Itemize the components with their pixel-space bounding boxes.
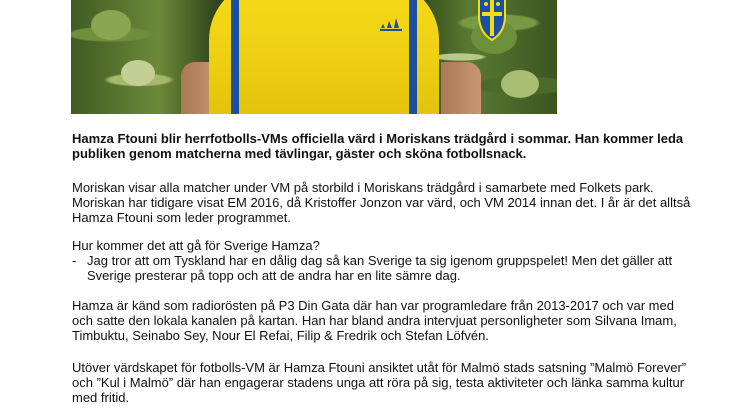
foliage-leaf <box>501 70 539 98</box>
right-arm <box>441 62 481 114</box>
article-paragraph-3 <box>72 298 692 343</box>
jersey-stripe <box>409 0 417 114</box>
sweden-crest-icon <box>475 0 509 42</box>
article-interview <box>72 238 692 283</box>
interview-question: Hur kommer det att gå för Sverige Hamza? <box>72 238 320 253</box>
jersey-stripe <box>231 0 239 114</box>
answer-dash: - <box>72 253 77 268</box>
article-lead <box>72 131 692 161</box>
article-paragraph-4 <box>72 360 692 405</box>
article-photo <box>71 0 557 114</box>
yellow-jersey <box>209 0 439 114</box>
answer-text: Jag tror att om Tyskland har en dålig dag så kan Sverige ta sig igenom gruppspelet! Men det gäller att Sverige presterar på topp och att de andra har en lite sämre dag. <box>87 253 673 283</box>
adidas-logo-icon <box>379 16 407 32</box>
body-paragraph: Hamza är känd som radiorösten på P3 Din Gata där han var programledare från 2013-2017 och var med och satte den lokala kanalen på kartan. Han har bland andra intervjuat personligheter som Silvana Imam, Timbuktu, Seinabo Sey, Nour El Refai, Filip & Fredrik och Stefan Löfvén. <box>72 298 677 343</box>
article-paragraph-1 <box>72 180 692 225</box>
interview-answer <box>72 253 692 283</box>
lead-paragraph: Hamza Ftouni blir herrfotbolls-VMs officiella värd i Moriskans trädgård i sommar. Han kommer leda publiken genom matcherna med tävlingar, gäster och sköna fotbollsnack. <box>72 131 684 161</box>
foliage-leaf <box>121 60 155 86</box>
body-paragraph: Moriskan visar alla matcher under VM på storbild i Moriskans trädgård i samarbete med Folkets park. Moriskan har tidigare visat EM 2016, då Kristoffer Jonzon var värd, och VM 2014 innan det. I år är det alltså Hamza Ftouni som leder programmet. <box>72 180 691 225</box>
body-paragraph: Utöver värdskapet för fotbolls-VM är Hamza Ftouni ansiktet utåt för Malmö stads satsning ”Malmö Forever” och ”Kul i Malmö” där han engagerar stadens unga att röra på sig, testa aktiviteter och länka samma kultur med fritid. <box>72 360 687 405</box>
foliage-leaf <box>91 10 131 40</box>
